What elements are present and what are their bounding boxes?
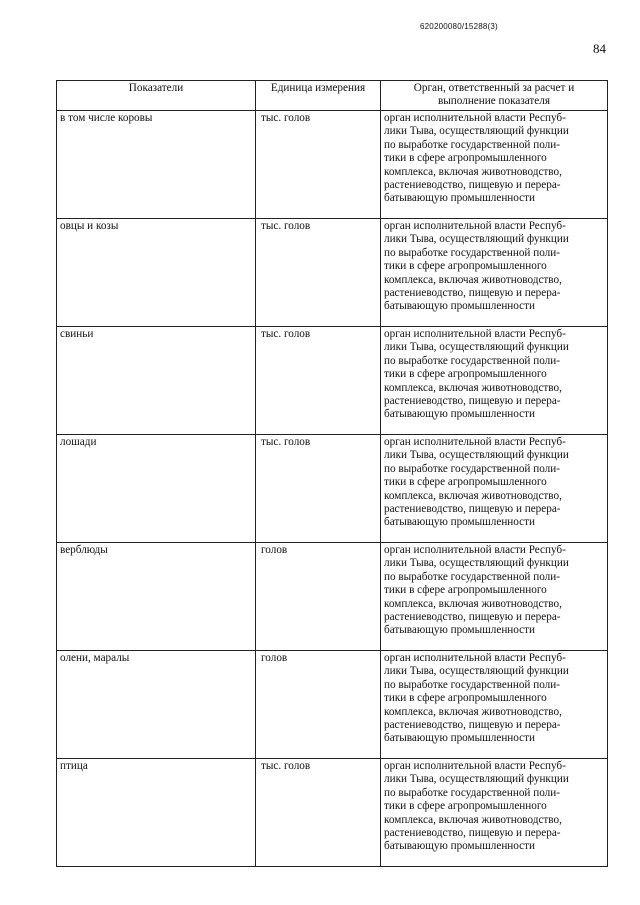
organ-text: орган исполнительной власти Респуб- лики Тыва, осуществляющий функции по выработке государственной поли- тики в сфере агропромышленного комплекса, включая животноводство, растениеводство, пищевую и перера- батывающую промышленности: [384, 652, 569, 745]
table-row: [57, 435, 608, 543]
organ-cell: [381, 327, 608, 435]
organ-cell: [381, 543, 608, 651]
column-header-organ: [381, 81, 608, 111]
indicator-cell: лошади: [57, 435, 256, 543]
indicators-table: [56, 80, 608, 867]
column-header-label: Показатели: [128, 82, 184, 94]
table-header-row: [57, 81, 608, 111]
unit-cell: тыс. голов: [256, 327, 381, 435]
unit-cell: голов: [256, 651, 381, 759]
indicator-cell: верблюды: [57, 543, 256, 651]
indicator-cell: птица: [57, 759, 256, 867]
indicator-cell: олени, маралы: [57, 651, 256, 759]
organ-cell: [381, 759, 608, 867]
table-row: [57, 219, 608, 327]
column-header-label: Единица измерения: [270, 82, 366, 94]
table-row: [57, 543, 608, 651]
table-row: [57, 759, 608, 867]
organ-cell: [381, 111, 608, 219]
unit-cell: голов: [256, 543, 381, 651]
organ-text: орган исполнительной власти Респуб- лики Тыва, осуществляющий функции по выработке государственной поли- тики в сфере агропромышленного комплекса, включая животноводство, растениеводство, пищевую и перера- батывающую промышленности: [384, 760, 569, 853]
organ-text: орган исполнительной власти Респуб- лики Тыва, осуществляющий функции по выработке государственной поли- тики в сфере агропромышленного комплекса, включая животноводство, растениеводство, пищевую и перера- батывающую промышленности: [384, 112, 569, 205]
indicator-cell: овцы и козы: [57, 219, 256, 327]
table-row: [57, 651, 608, 759]
unit-cell: тыс. голов: [256, 111, 381, 219]
column-header-indicator: [57, 81, 256, 111]
table-row: [57, 111, 608, 219]
organ-text: орган исполнительной власти Респуб- лики Тыва, осуществляющий функции по выработке государственной поли- тики в сфере агропромышленного комплекса, включая животноводство, растениеводство, пищевую и перера- батывающую промышленности: [384, 328, 569, 421]
column-header-label: Орган, ответственный за расчет и выполнение показателя: [413, 82, 575, 108]
organ-text: орган исполнительной власти Респуб- лики Тыва, осуществляющий функции по выработке государственной поли- тики в сфере агропромышленного комплекса, включая животноводство, растениеводство, пищевую и перера- батывающую промышленности: [384, 220, 569, 313]
indicator-cell: в том числе коровы: [57, 111, 256, 219]
unit-cell: тыс. голов: [256, 759, 381, 867]
indicator-cell: свиньи: [57, 327, 256, 435]
document-id: 620200080/15288(3): [420, 22, 498, 31]
page-number: 84: [593, 41, 606, 56]
column-header-unit: [256, 81, 381, 111]
unit-cell: тыс. голов: [256, 219, 381, 327]
organ-cell: [381, 435, 608, 543]
organ-text: орган исполнительной власти Респуб- лики Тыва, осуществляющий функции по выработке государственной поли- тики в сфере агропромышленного комплекса, включая животноводство, растениеводство, пищевую и перера- батывающую промышленности: [384, 436, 569, 529]
table-row: [57, 327, 608, 435]
organ-cell: [381, 219, 608, 327]
organ-text: орган исполнительной власти Респуб- лики Тыва, осуществляющий функции по выработке государственной поли- тики в сфере агропромышленного комплекса, включая животноводство, растениеводство, пищевую и перера- батывающую промышленности: [384, 544, 569, 637]
unit-cell: тыс. голов: [256, 435, 381, 543]
organ-cell: [381, 651, 608, 759]
